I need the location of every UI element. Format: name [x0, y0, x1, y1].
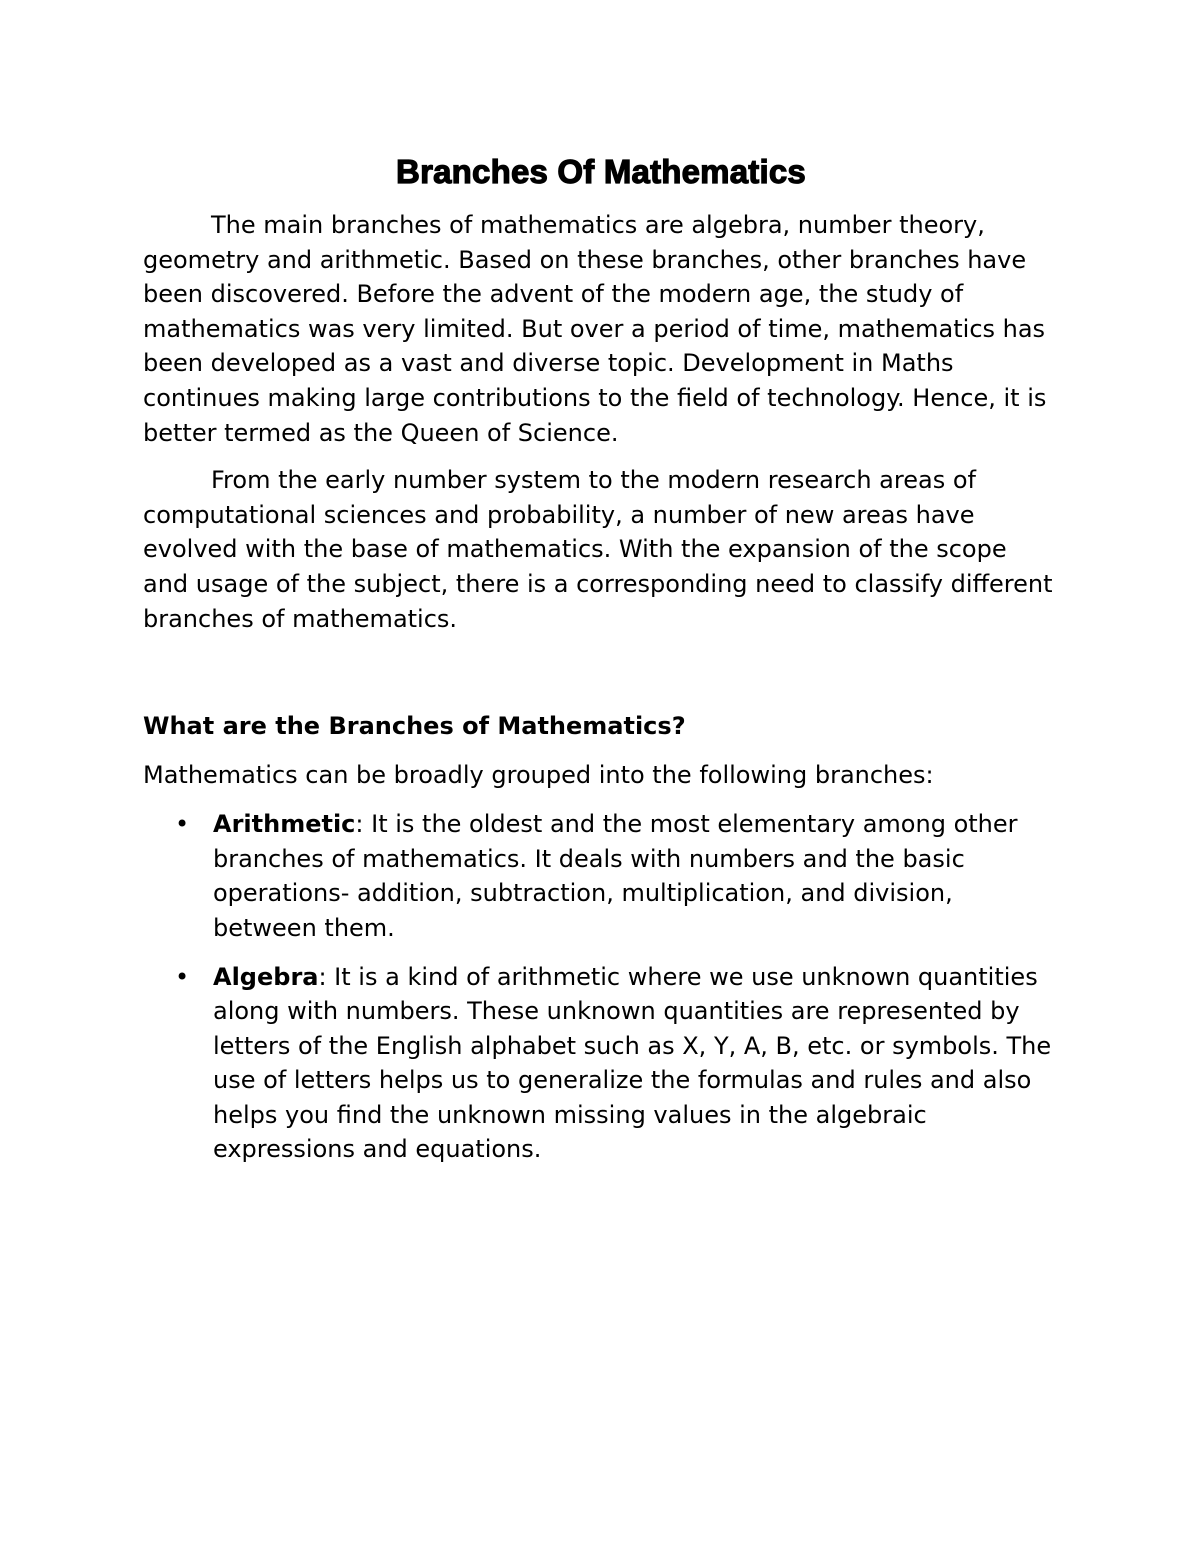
branch-term: Arithmetic [213, 810, 356, 839]
document-body [143, 148, 1059, 1181]
branch-term: Algebra [213, 962, 319, 991]
intro-paragraph: The main branches of mathematics are algebra, number theory, geometry and arithmetic. Based on these branches, other branches have been discovered. Before the advent of the modern age, the study of mathematics was very limited. But over a period of time, mathematics has been developed as a vast and diverse topic. Development in Maths continues making large contributions to the field of technology. Hence, it is better termed as the Queen of Science. [143, 211, 1047, 447]
bullet-icon: • [175, 810, 190, 839]
list-item-algebra [143, 960, 1059, 1168]
bullet-icon: • [175, 962, 190, 991]
branches-list [143, 807, 1059, 1167]
document-title: Branches Of Mathematics [396, 153, 806, 190]
branch-description: : It is a kind of arithmetic where we use unknown quantities along with numbers. These unknown quantities are represented by letters of the English alphabet such as X, Y, A, B, etc. or symbols. The use of letters helps us to generalize the formulas and rules and also helps you find the unknown missing values in the algebraic expressions and equations. [213, 962, 1052, 1164]
section-heading: What are the Branches of Mathematics? [143, 712, 686, 741]
list-item-arithmetic [143, 807, 1059, 945]
body-paragraph: From the early number system to the modern research areas of computational sciences and probability, a number of new areas have evolved with the base of mathematics. With the expansion of the scope and usage of the subject, there is a corresponding need to classify different branches of mathematics. [143, 466, 1053, 633]
branch-description: : It is the oldest and the most elementary among other branches of mathematics. It deals with numbers and the basic operations- addition, subtraction, multiplication, and division, between them. [213, 810, 1018, 942]
section-intro: Mathematics can be broadly grouped into the following branches: [143, 761, 934, 790]
